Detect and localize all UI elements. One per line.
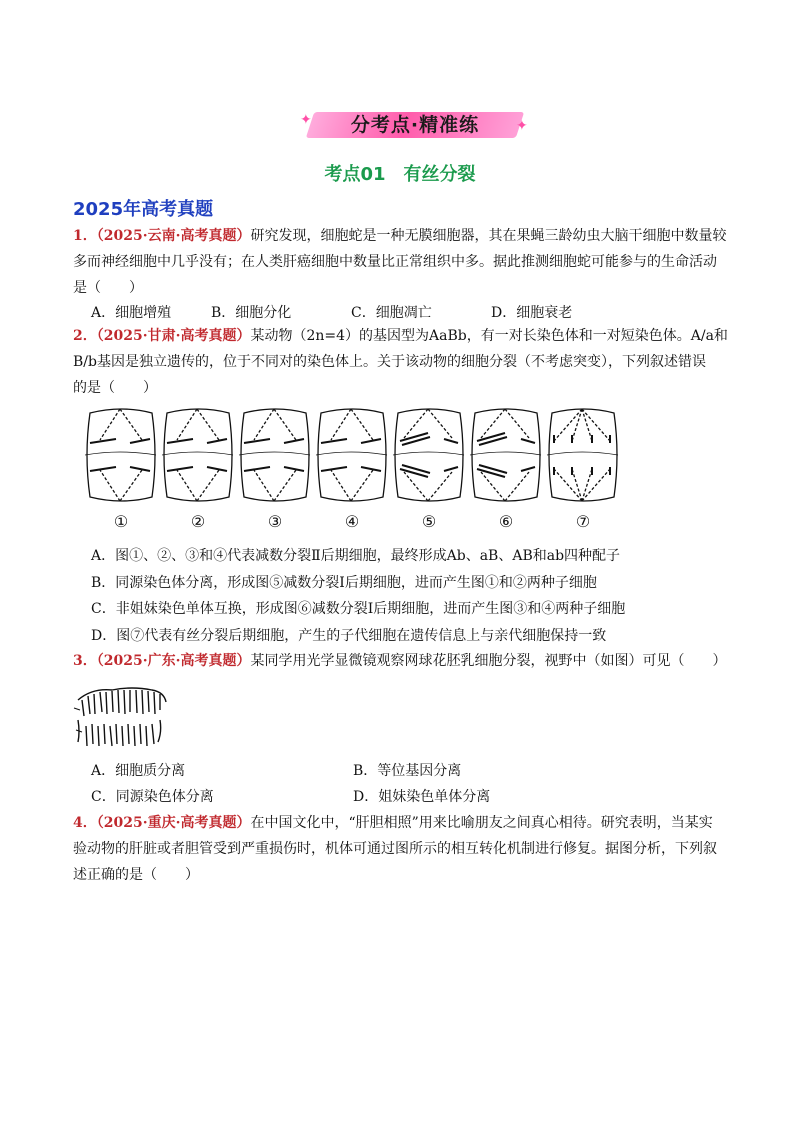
question-4 (73, 810, 733, 888)
figure-label-7: ⑦ (575, 512, 591, 531)
question-source: （2025·云南·高考真题） (96, 228, 251, 244)
figure-label-2: ② (190, 512, 206, 531)
option-c[interactable]: C．同源染色体分离 (91, 789, 214, 805)
option-d[interactable]: D．姐妹染色单体分离 (353, 789, 491, 805)
option-d[interactable]: D．图⑦代表有丝分裂后期细胞，产生的子代细胞在遗传信息上与亲代细胞保持一致 (91, 628, 607, 644)
micrograph-sketch (72, 680, 172, 750)
question-2 (73, 323, 733, 401)
question-text: 的是（ ） (73, 380, 157, 396)
option-b[interactable]: B．细胞分化 (211, 305, 292, 321)
question-source: （2025·甘肃·高考真题） (96, 328, 251, 344)
question-text: 多而神经细胞中几乎没有；在人类肝癌细胞中数量比正常组织中多。据此推测细胞蛇可能参与的生命活动 (73, 254, 717, 270)
option-c[interactable]: C．细胞凋亡 (351, 305, 432, 321)
figure-label-3: ③ (267, 512, 283, 531)
cell-diagram-4 (316, 409, 387, 501)
question-number: 4． (73, 815, 97, 831)
cell-diagram-3 (239, 409, 310, 501)
option-b[interactable]: B．等位基因分离 (353, 763, 462, 779)
topic-title: 考点01 有丝分裂 (324, 164, 476, 185)
sparkle-icon: ✦ (516, 118, 528, 134)
option-d[interactable]: D．细胞衰老 (491, 305, 573, 321)
option-a[interactable]: A．图①、②、③和④代表减数分裂Ⅱ后期细胞，最终形成Ab、aB、AB和ab四种配子 (91, 548, 621, 564)
option-a[interactable]: A．细胞质分离 (91, 763, 186, 779)
figure-label-6: ⑥ (498, 512, 514, 531)
cell-diagram-2 (162, 409, 233, 501)
section-heading: 2025年高考真题 (73, 199, 214, 220)
figure-label-5: ⑤ (421, 512, 437, 531)
option-c[interactable]: C．非姐妹染色单体互换，形成图⑥减数分裂Ⅰ后期细胞，进而产生图③和④两种子细胞 (91, 601, 626, 617)
question-source: （2025·广东·高考真题） (96, 653, 251, 669)
option-a[interactable]: A．细胞增殖 (91, 305, 172, 321)
figure-label-1: ① (113, 512, 129, 531)
question-text: 研究发现，细胞蛇是一种无膜细胞器，其在果蝇三龄幼虫大脑干细胞中数量较 (250, 228, 727, 244)
question-number: 2． (73, 328, 97, 344)
question-3 (73, 648, 733, 674)
cell-division-figure (80, 405, 640, 535)
question-text: 在中国文化中，“肝胆相照”用来比喻朋友之间真心相待。研究表明，当某实 (250, 815, 713, 831)
sparkle-icon: ✦ (300, 112, 312, 128)
header-banner (310, 108, 520, 142)
question-text: B/b基因是独立遗传的，位于不同对的染色体上。关于该动物的细胞分裂（不考虑突变），下列叙述错误 (73, 354, 706, 370)
cell-diagram-7 (547, 409, 618, 501)
question-source: （2025·重庆·高考真题） (96, 815, 251, 831)
banner-title: 分考点·精准练 (350, 114, 480, 136)
cell-diagram-1 (85, 409, 156, 501)
question-text: 述正确的是（ ） (73, 867, 199, 883)
question-text: 某同学用光学显微镜观察网球花胚乳细胞分裂，视野中（如图）可见（ ） (250, 653, 727, 669)
figure-label-4: ④ (344, 512, 360, 531)
cell-diagram-5 (393, 409, 464, 501)
question-number: 3． (73, 653, 97, 669)
question-text: 是（ ） (73, 280, 143, 296)
cell-diagram-6 (470, 409, 541, 501)
question-number: 1． (73, 228, 97, 244)
option-b[interactable]: B．同源染色体分离，形成图⑤减数分裂Ⅰ后期细胞，进而产生图①和②两种子细胞 (91, 575, 597, 591)
question-1 (73, 223, 733, 301)
question-text: 验动物的肝脏或者胆管受到严重损伤时，机体可通过图所示的相互转化机制进行修复。据图分析，下列叙 (73, 841, 717, 857)
question-text: 某动物（2n=4）的基因型为AaBb，有一对长染色体和一对短染色体。A/a和 (250, 328, 728, 344)
